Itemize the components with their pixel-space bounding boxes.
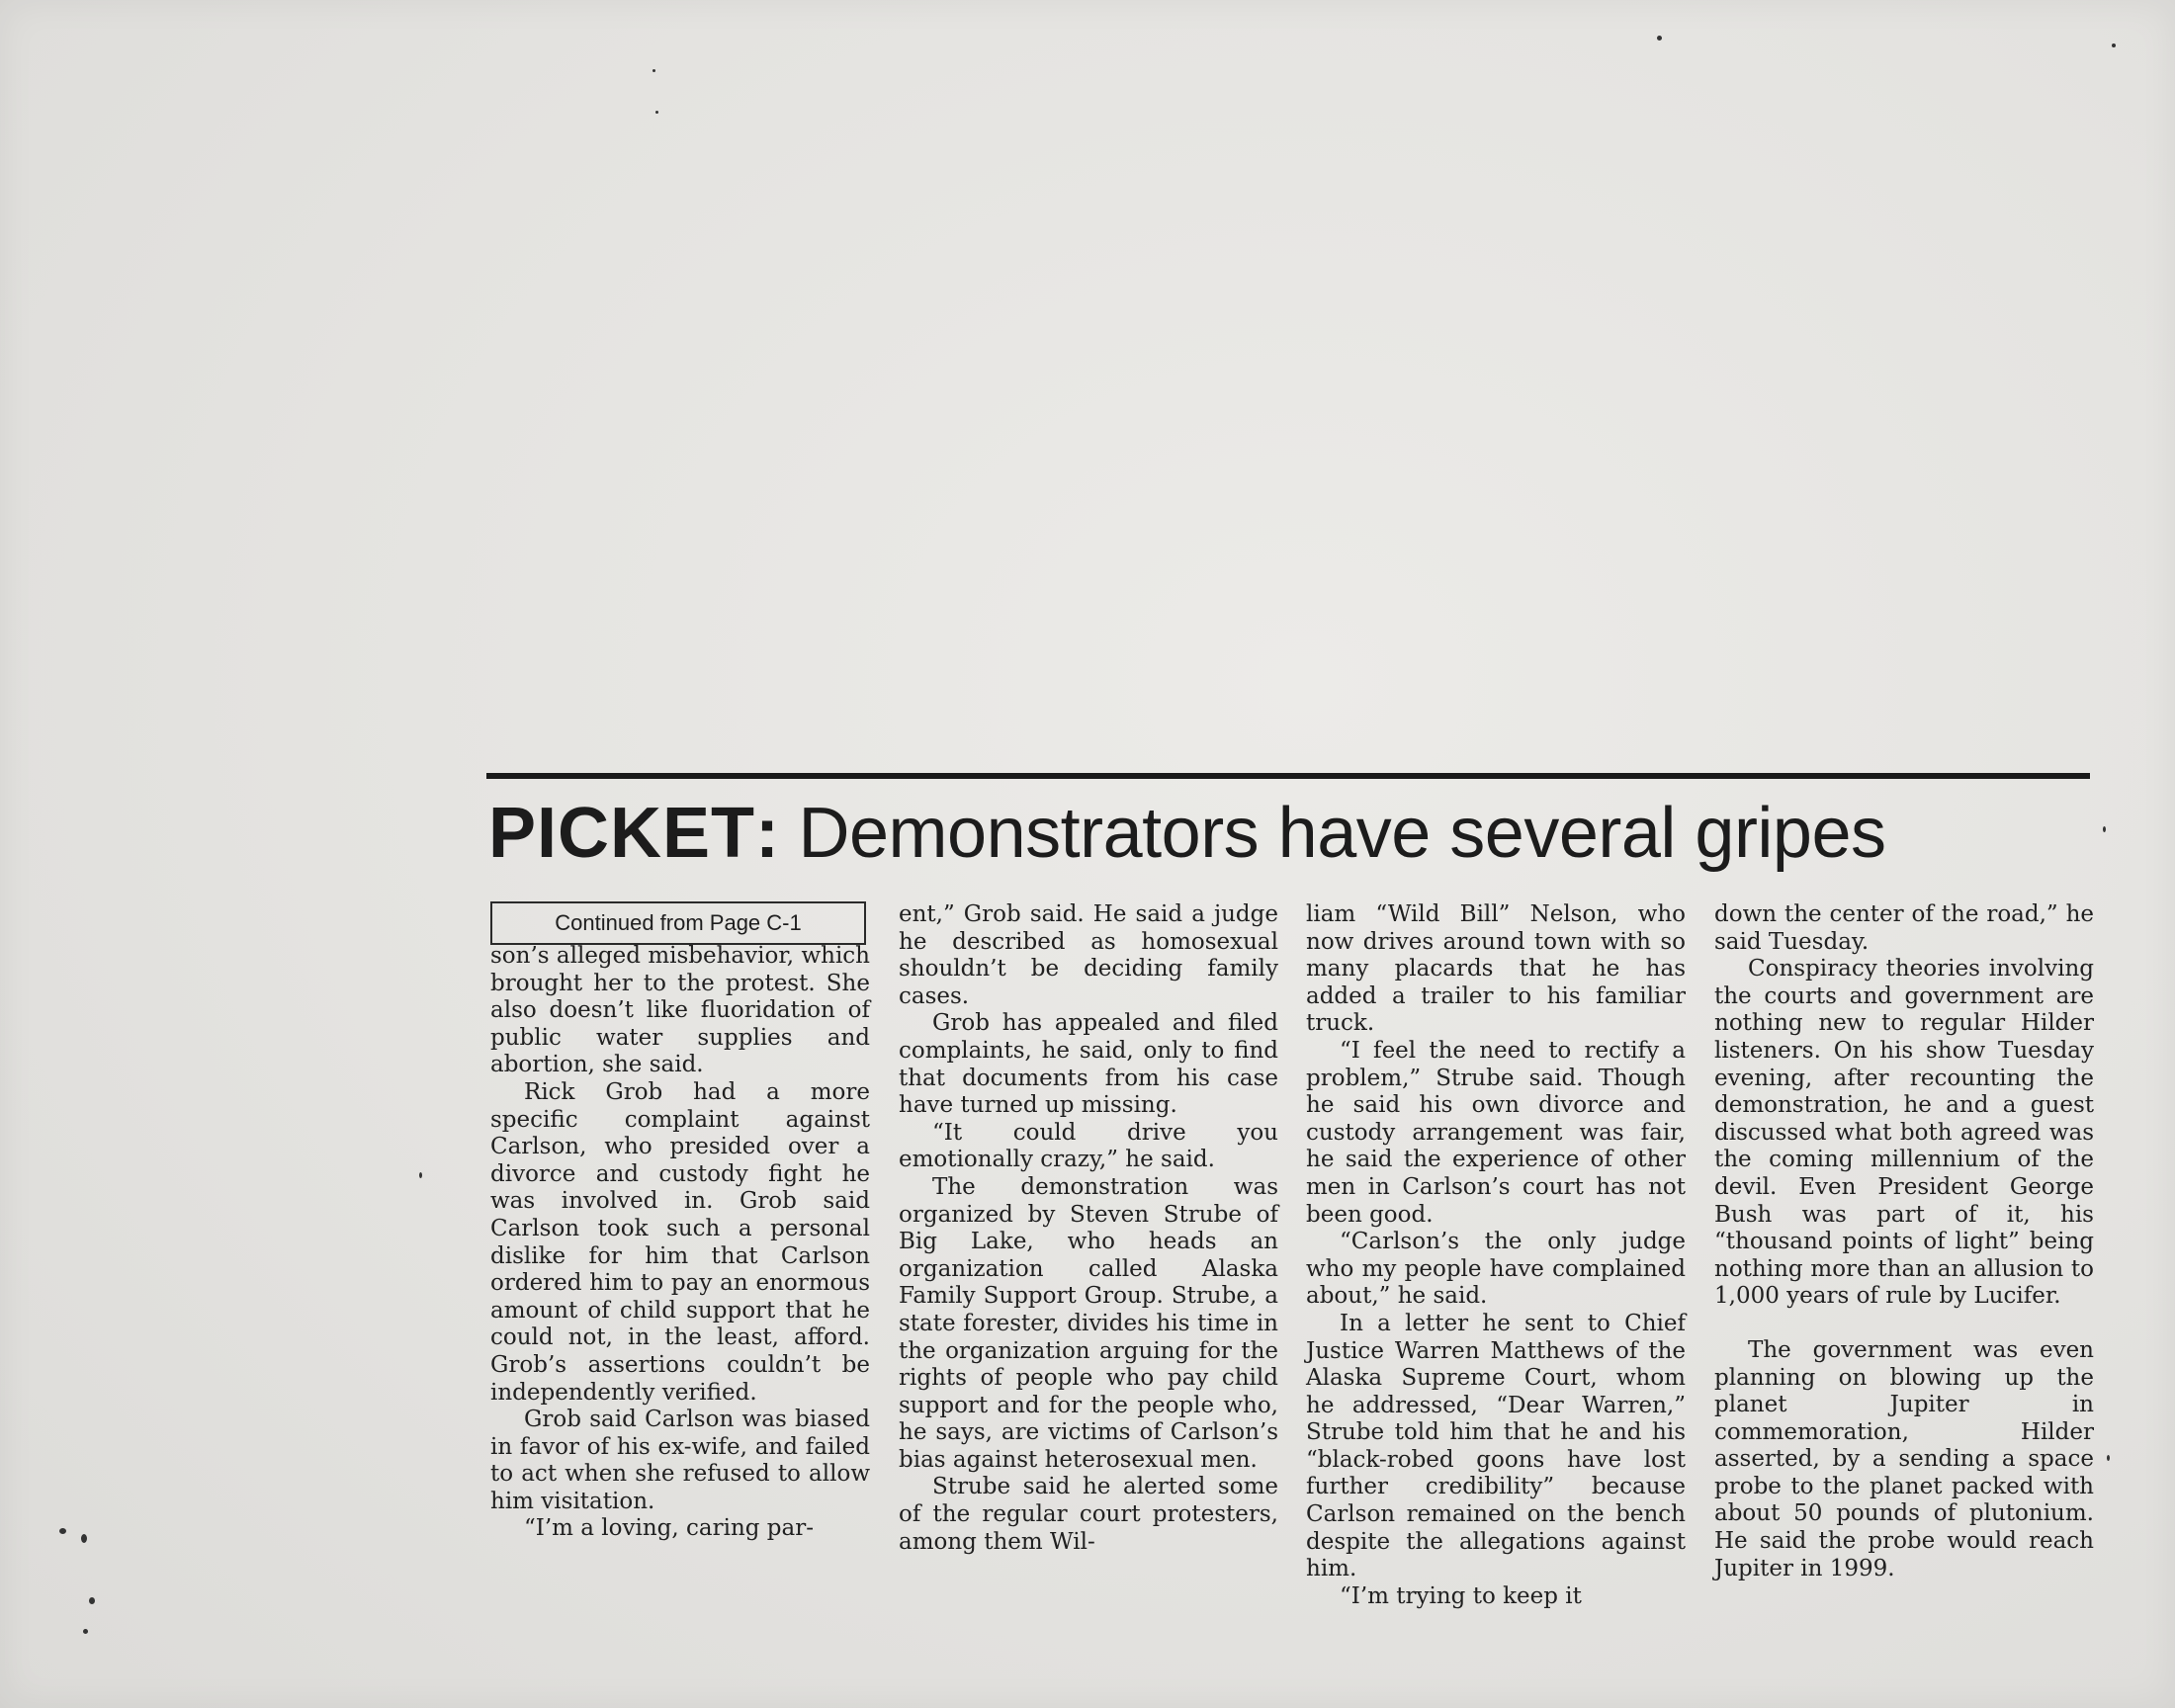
scan-speck [81,1534,87,1543]
article-column-2 [899,901,1278,1556]
continued-from-box: Continued from Page C-1 [490,901,866,945]
article-column-1 [490,901,870,1543]
paragraph: ent,” Grob said. He said a judge he described as homosexual shouldn’t be deciding family cases. [899,901,1278,1009]
scan-speck [2103,826,2106,832]
article-columns [486,901,2094,1653]
headline-title: Demonstrators have several gripes [798,794,1886,873]
scan-speck [59,1528,66,1534]
paragraph: The demonstration was organized by Steven Strube of Big Lake, who heads an organization called Alaska Family Support Group. Strube, a state forester, divides his time in the organization arguing for the rights of people who pay child support and for the people who, he says, are victims of Carlson’s bias against heterosexual men. [899,1173,1278,1473]
paragraph: down the center of the road,” he said Tuesday. [1714,901,2094,955]
paragraph: In a letter he sent to Chief Justice Warren Matthews of the Alaska Supreme Court, whom he addressed, “Dear Warren,” Strube told him that he and his “black-robed goons have lost further credibility” because Carlson remained on the bench despite the allegations against him. [1306,1310,1686,1582]
paragraph: “I’m a loving, caring par- [524,1515,815,1542]
paragraph: Conspiracy theories involving the courts and government are nothing new to regular Hilder listeners. On his show Tuesday evening, after recounting the demonstration, he and a guest discussed what both agreed was the coming millennium of the devil. Even President George Bush was part of it, his “thousand points of light” being nothing more than an allusion to 1,000 years of rule by Lucifer. [1714,956,2094,1310]
paragraph: Grob has appealed and filed complaints, he said, only to find that documents from his case have turned up missing. [899,1010,1278,1119]
scan-speck [2112,43,2116,47]
paragraph: son’s alleged misbehavior, which brought her to the protest. She also doesn’t like fluoridation of public water supplies and abortion, she said. [490,943,870,1078]
paragraph: “I’m trying to keep it [1340,1582,1582,1609]
headline-kicker: PICKET [488,794,756,873]
scan-speck [419,1172,422,1178]
scan-speck [652,69,655,72]
headline [488,789,2090,878]
scan-speck [1657,36,1662,41]
paragraph: liam “Wild Bill” Nelson, who now drives around town with so many placards that he has added a trailer to his familiar truck. [1306,901,1686,1037]
paragraph: Rick Grob had a more specific complaint against Carlson, who presided over a divorce and custody fight he was involved in. Grob said Carlson took such a personal dislike for him that Carlson ordered him to pay an enormous amount of child support that he could not, in the least, afford. Grob’s assertions couldn’t be independently verified. [490,1078,870,1406]
headline-rule [486,773,2090,779]
article-column-3 [1306,901,1686,1610]
paragraph: “Carlson’s the only judge who my people have complained about,” he said. [1306,1229,1686,1310]
scan-speck [83,1629,88,1634]
paragraph: Strube said he alerted some of the regular court protesters, among them Wil- [899,1474,1278,1555]
paragraph: Grob said Carlson was biased in favor of his ex-wife, and failed to act when she refused to allow him visitation. [490,1407,870,1514]
paragraph: “It could drive you emotionally crazy,” he said. [899,1119,1278,1173]
scan-speck [655,111,658,114]
headline-colon: : [755,794,779,873]
paragraph: “I feel the need to rectify a problem,” Strube said. Though he said his own divorce and custody arrangement was fair, he said the experience of other men in Carlson’s court has not been good. [1306,1037,1686,1228]
article-column-4 [1714,901,2094,1582]
news-article [486,771,2094,1661]
scan-speck [89,1597,95,1604]
paragraph: The government was even planning on blowing up the planet Jupiter in commemoration, Hilder asserted, by a sending a space probe to the planet packed with about 50 pounds of plutonium. He said the probe would reach Jupiter in 1999. [1714,1336,2094,1581]
scan-speck [2107,1455,2110,1461]
